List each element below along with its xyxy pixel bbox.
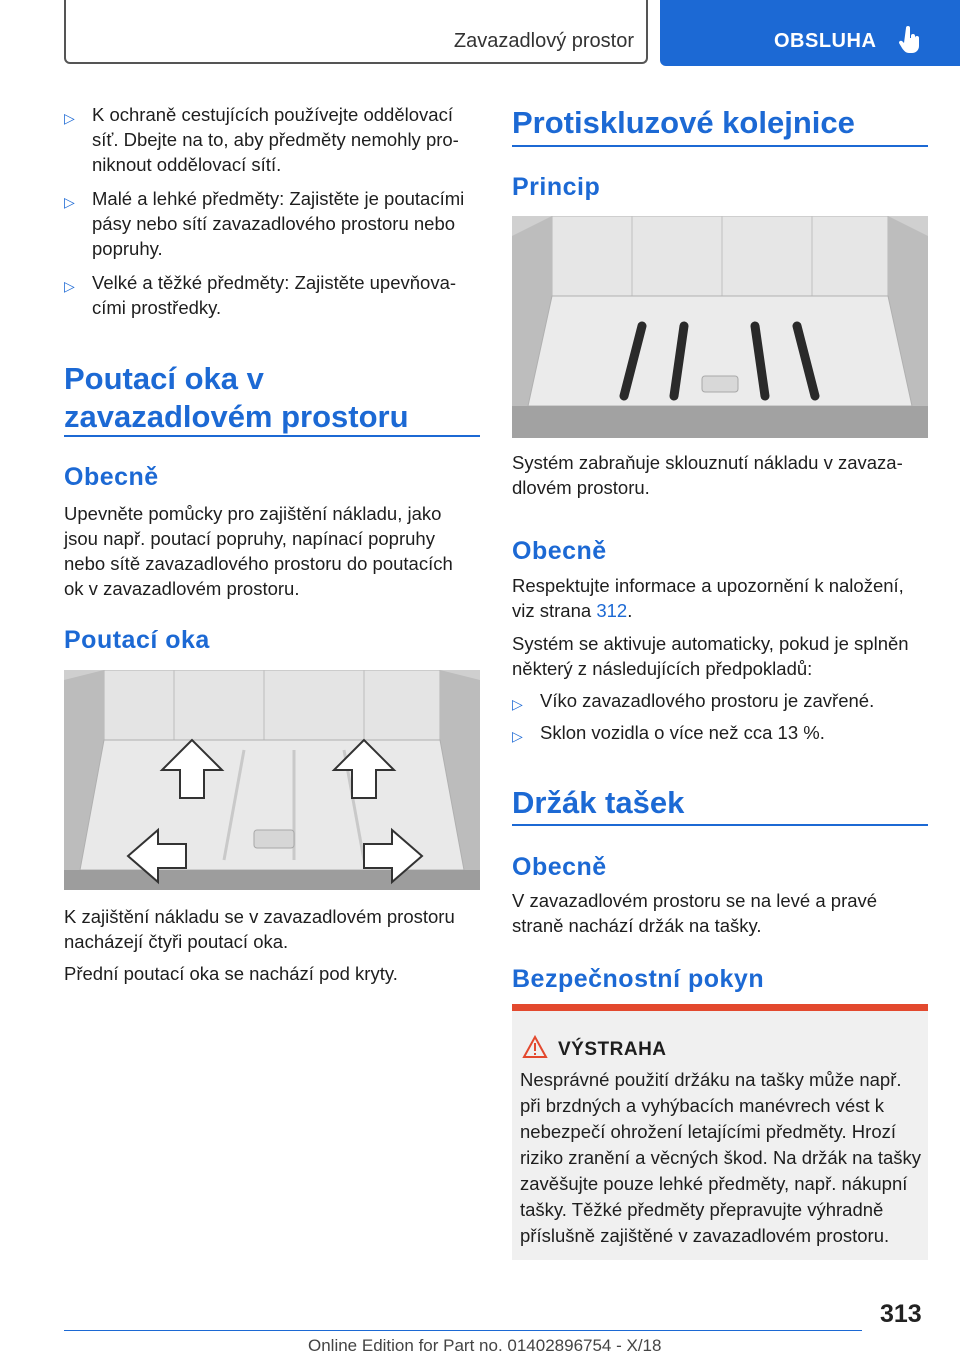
subheading-safety-note: Bezpečnostní pokyn [512,965,765,993]
subheading-general: Obecně [64,463,159,491]
heading-line: Poutací oka v [64,361,264,396]
bullet-line: popruhy. [92,238,163,259]
general-paragraph [64,501,480,601]
general-paragraph [512,573,928,623]
section-label: OBSLUHA [774,30,877,52]
bullet-text: Sklon vozidla o více než cca 13 %. [540,722,825,743]
text-line: jsou např. poutací popruhy, napínací popruhy [64,528,435,549]
text-line [512,598,928,623]
header-title: Zavazadlový prostor [453,30,634,52]
list-item [64,270,480,324]
list-item [64,186,480,266]
text-line: straně nachází držák na tašky. [512,915,762,936]
bullet-line: síť. Dbejte na to, aby předměty nemohly pro- [92,129,459,150]
text-fragment: viz strana [512,600,597,621]
warning-text [520,1067,928,1249]
heading-rule [64,435,480,437]
text-line: Systém se aktivuje automaticky, pokud je splněn [512,633,909,654]
footer-rule [64,1330,862,1331]
system-paragraph [512,631,928,681]
bullet-triangle-icon: ▷ [512,728,523,744]
heading-tie-down-eyes [64,360,480,436]
text-line: V zavazadlovém prostoru se na levé a pravé [512,890,878,911]
text-line: riziko zranění a věcných škod. Na držák na tašky [520,1147,922,1168]
bullet-text: Víko zavazadlového prostoru je zavřené. [540,690,875,711]
list-item [64,102,480,182]
warning-triangle-icon [522,1035,548,1059]
text-line: nacházejí čtyři poutací oka. [64,931,289,952]
text-line: při brzdných a vyhýbacích manévrech vést k [520,1095,884,1116]
bullet-line: Malé a lehké předměty: Zajistěte je poutacími [92,188,465,209]
front-eyes-note: Přední poutací oka se nachází pod kryty. [64,963,398,984]
bullet-line: K ochraně cestujících používejte oddělovací [92,104,453,125]
page-number: 313 [880,1300,922,1328]
text-line: příslušně zajištěné v zavazadlovém prostoru. [520,1225,890,1246]
text-line: Upevněte pomůcky pro zajištění nákladu, jako [64,503,442,524]
text-line: Systém zabraňuje sklouznutí nákladu v zavaza- [512,452,903,473]
text-line: nebezpečí ohrožení letajícími předměty. Hrozí [520,1121,896,1142]
trunk-tie-down-eyes-image [64,670,480,890]
text-line: zavěšujte pouze lehké předměty, např. nákupní [520,1173,908,1194]
bullet-triangle-icon: ▷ [512,696,523,712]
subheading-general: Obecně [512,537,607,565]
bullet-triangle-icon: ▷ [64,110,75,126]
hand-pointer-icon [898,26,922,54]
bullet-line: niknout oddělovací sítí. [92,154,282,175]
heading-rule [512,145,928,147]
text-line: K zajištění nákladu se v zavazadlovém prostoru [64,906,455,927]
warning-box [512,1004,928,1260]
anti-slip-rails-image [512,216,928,438]
bullet-triangle-icon: ▷ [64,278,75,294]
subheading-tie-down-eyes: Poutací oka [64,626,210,654]
text-line: dlovém prostoru. [512,477,650,498]
heading-bag-hook: Držák tašek [512,785,685,820]
text-line: tašky. Těžké předměty přepravujte výhradně [520,1199,884,1220]
list-item [512,688,928,714]
bullet-line: Velké a těžké předměty: Zajistěte upevňova- [92,272,457,293]
page-link[interactable]: 312 [596,600,628,621]
bullet-triangle-icon: ▷ [64,194,75,210]
text-line: Nesprávné použití držáku na tašky může např. [520,1069,902,1090]
text-line: Respektujte informace a upozornění k naložení, [512,575,904,596]
footer-edition: Online Edition for Part no. 01402896754 - X/18 [308,1336,662,1355]
bullet-line: cími prostředky. [92,297,222,318]
tie-down-caption [64,904,480,954]
heading-anti-slip-rails: Protiskluzové kolejnice [512,105,855,140]
text-line: některý z následujících předpokladů: [512,658,813,679]
section-tab [660,0,960,66]
subheading-principle: Princip [512,173,601,201]
warning-title: VÝSTRAHA [558,1039,667,1060]
bag-paragraph [512,888,928,938]
text-line: ok v zavazadlovém prostoru. [64,578,300,599]
list-item [512,720,928,746]
text-fragment: . [627,600,633,621]
subheading-general: Obecně [512,853,607,881]
header-title-box [64,0,648,64]
heading-rule [512,824,928,826]
bullet-line: pásy nebo sítí zavazadlového prostoru nebo [92,213,456,234]
text-line: nebo sítě zavazadlového prostoru do poutacích [64,553,453,574]
rails-caption [512,450,928,500]
heading-line: zavazadlovém prostoru [64,399,409,434]
